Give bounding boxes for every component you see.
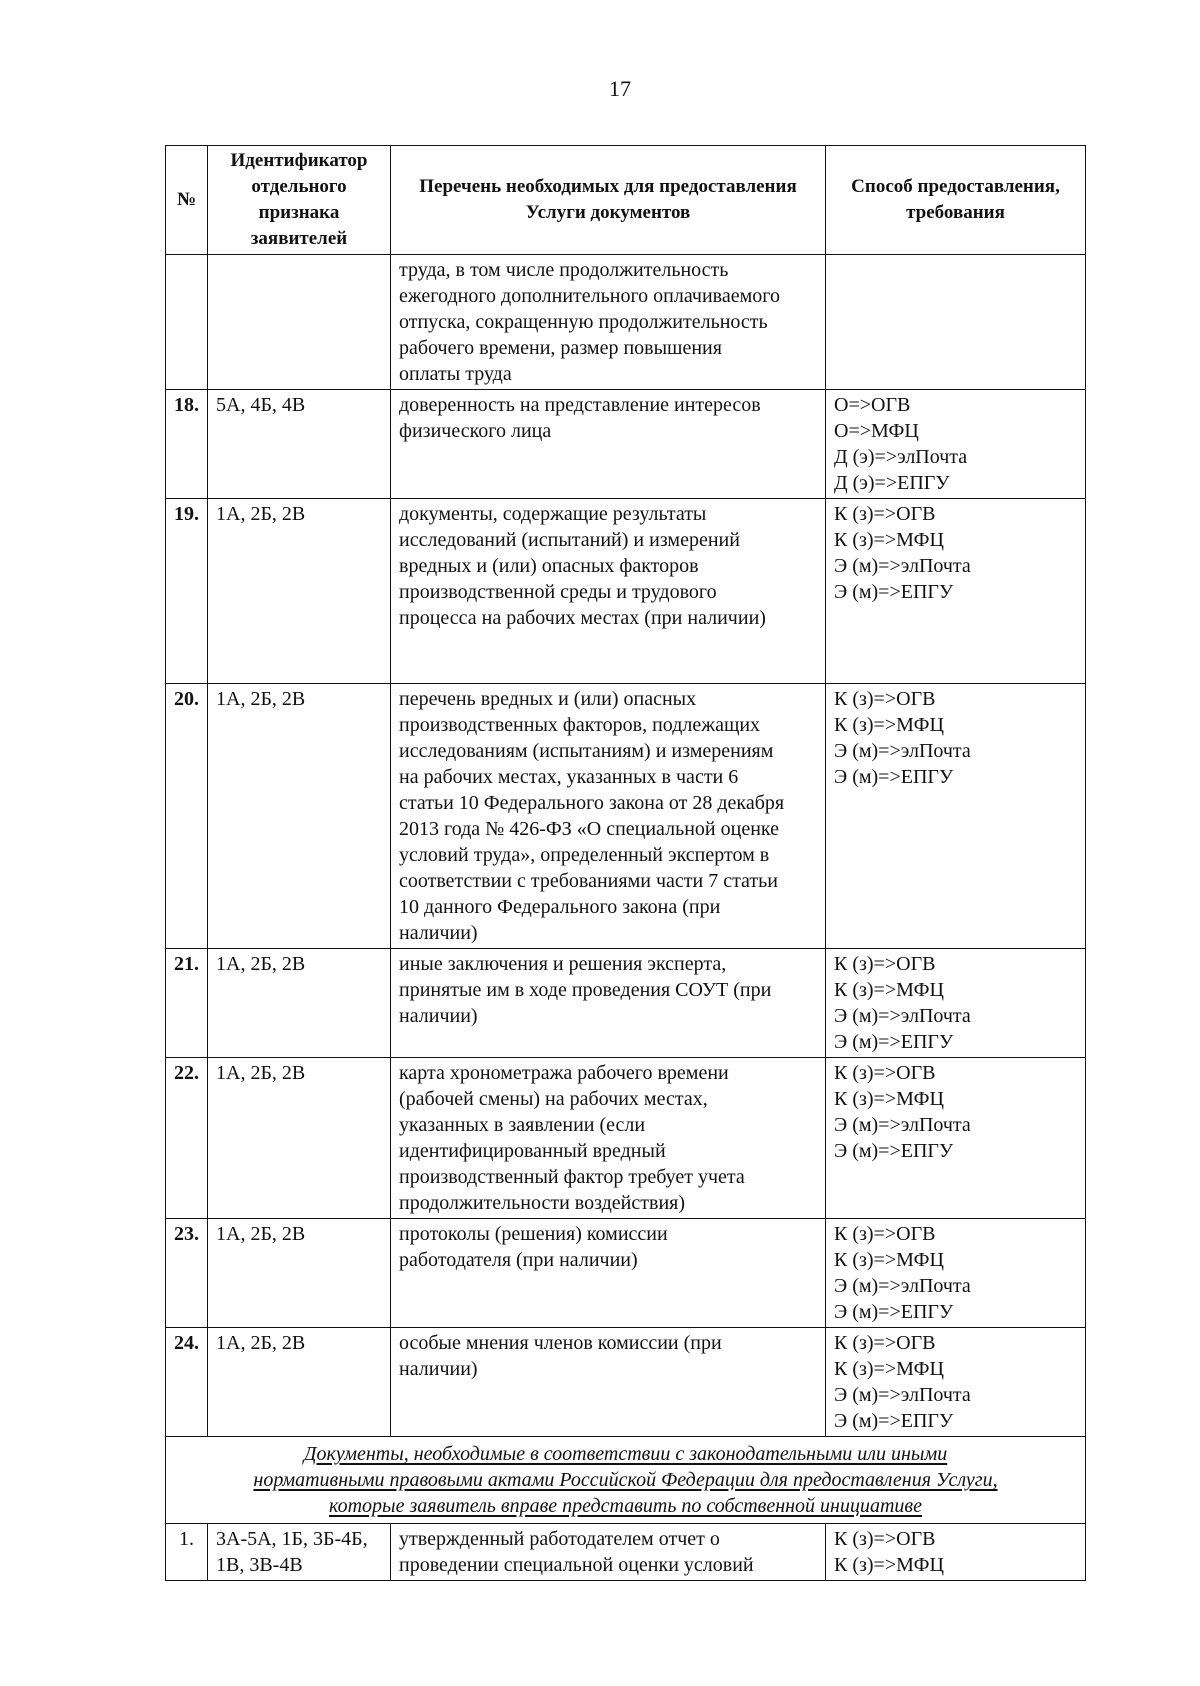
document-line: отпуска, сокращенную продолжительность	[399, 311, 768, 333]
document-description	[391, 1524, 826, 1581]
row-number: 20.	[166, 684, 208, 949]
document-line: наличии)	[399, 1005, 478, 1027]
submission-method	[826, 684, 1086, 949]
applicant-identifiers: 1А, 2Б, 2В	[208, 1328, 391, 1437]
document-line: перечень вредных и (или) опасных	[399, 688, 697, 710]
section-heading	[166, 1437, 1086, 1524]
method-line: Э (м)=>ЕПГУ	[834, 1031, 954, 1053]
method-line: Э (м)=>элПочта	[834, 740, 971, 762]
header-method: Способ предоставления, требования	[826, 146, 1086, 255]
section-heading-line: Документы, необходимые в соответствии с законодательными или иными	[303, 1443, 948, 1465]
document-line: протоколы (решения) комиссии	[399, 1223, 668, 1245]
method-line: Д (э)=>ЕПГУ	[834, 472, 950, 494]
document-line: соответствии с требованиями части 7 статьи	[399, 870, 778, 892]
submission-method	[826, 390, 1086, 499]
document-line: наличии)	[399, 922, 478, 944]
document-line: труда, в том числе продолжительность	[399, 259, 729, 281]
document-line: производственных факторов, подлежащих	[399, 714, 761, 736]
document-line: статьи 10 Федерального закона от 28 декабря	[399, 792, 785, 814]
table-row	[166, 499, 1086, 684]
table-row	[166, 1219, 1086, 1328]
document-line: физического лица	[399, 420, 552, 442]
submission-method	[826, 1328, 1086, 1437]
document-line: ежегодного дополнительного оплачиваемого	[399, 285, 780, 307]
method-line: Э (м)=>ЕПГУ	[834, 1140, 954, 1162]
applicant-identifiers: 1А, 2Б, 2В	[208, 1058, 391, 1219]
document-line: производственный фактор требует учета	[399, 1166, 745, 1188]
method-line: Э (м)=>ЕПГУ	[834, 581, 954, 603]
continuation-method	[826, 255, 1086, 390]
method-line: К (з)=>МФЦ	[834, 979, 944, 1001]
applicant-identifiers: 1А, 2Б, 2В	[208, 949, 391, 1058]
method-line: К (з)=>МФЦ	[834, 1554, 944, 1576]
document-line: условий труда», определенный экспертом в	[399, 844, 770, 866]
continuation-ids	[208, 255, 391, 390]
document-description	[391, 1328, 826, 1437]
document-line: наличии)	[399, 1358, 478, 1380]
method-line: К (з)=>ОГВ	[834, 1223, 936, 1245]
document-line: исследований (испытаний) и измерений	[399, 529, 740, 551]
document-description	[391, 390, 826, 499]
row-number: 24.	[166, 1328, 208, 1437]
applicant-identifiers: 1А, 2Б, 2В	[208, 1219, 391, 1328]
document-line: производственной среды и трудового	[399, 581, 717, 603]
document-line: на рабочих местах, указанных в части 6	[399, 766, 739, 788]
document-line: рабочего времени, размер повышения	[399, 337, 722, 359]
documents-table	[165, 145, 1086, 1581]
submission-method	[826, 1524, 1086, 1581]
method-line: К (з)=>МФЦ	[834, 529, 944, 551]
document-line: иные заключения и решения эксперта,	[399, 953, 727, 975]
header-number: №	[166, 146, 208, 255]
continuation-num	[166, 255, 208, 390]
method-line: К (з)=>МФЦ	[834, 1358, 944, 1380]
section-heading-line: нормативными правовыми актами Российской Федерации для предоставления Услуги,	[253, 1469, 998, 1491]
page-number: 17	[609, 76, 631, 101]
document-description	[391, 499, 826, 684]
document-description	[391, 949, 826, 1058]
method-line: Э (м)=>элПочта	[834, 555, 971, 577]
method-line: Э (м)=>ЕПГУ	[834, 1301, 954, 1323]
document-description	[391, 1219, 826, 1328]
document-line: проведении специальной оценки условий	[399, 1554, 754, 1576]
method-line: К (з)=>ОГВ	[834, 1528, 936, 1550]
document-line: указанных в заявлении (если	[399, 1114, 646, 1136]
table-row-final	[166, 1524, 1086, 1581]
document-description	[391, 1058, 826, 1219]
method-line: Э (м)=>элПочта	[834, 1275, 971, 1297]
document-line: принятые им в ходе проведения СОУТ (при	[399, 979, 772, 1001]
row-number: 22.	[166, 1058, 208, 1219]
method-line: К (з)=>МФЦ	[834, 1088, 944, 1110]
method-line: О=>ОГВ	[834, 394, 911, 416]
document-line: особые мнения членов комиссии (при	[399, 1332, 722, 1354]
method-line: О=>МФЦ	[834, 420, 919, 442]
row-number: 1.	[166, 1524, 208, 1581]
applicant-identifiers: 1А, 2Б, 2В	[208, 499, 391, 684]
document-line: утвержденный работодателем отчет о	[399, 1528, 720, 1550]
table-body	[166, 255, 1086, 1581]
section-heading-line: которые заявитель вправе представить по собственной инициативе	[329, 1495, 922, 1517]
header-row	[166, 146, 1086, 255]
method-line: Э (м)=>ЕПГУ	[834, 1410, 954, 1432]
section-heading-row	[166, 1437, 1086, 1524]
continuation-document	[391, 255, 826, 390]
document-line: идентифицированный вредный	[399, 1140, 666, 1162]
method-line: К (з)=>ОГВ	[834, 953, 936, 975]
method-line: Э (м)=>элПочта	[834, 1384, 971, 1406]
submission-method	[826, 1058, 1086, 1219]
applicant-identifiers: 5А, 4Б, 4В	[208, 390, 391, 499]
document-line: 2013 года № 426-ФЗ «О специальной оценке	[399, 818, 779, 840]
submission-method	[826, 499, 1086, 684]
document-line: доверенность на представление интересов	[399, 394, 761, 416]
table-row	[166, 949, 1086, 1058]
method-line: К (з)=>МФЦ	[834, 714, 944, 736]
document-line: карта хронометража рабочего времени	[399, 1062, 729, 1084]
submission-method	[826, 949, 1086, 1058]
document-line: оплаты труда	[399, 363, 512, 385]
table-row	[166, 684, 1086, 949]
document-line: вредных и (или) опасных факторов	[399, 555, 699, 577]
table-row	[166, 390, 1086, 499]
method-line: К (з)=>ОГВ	[834, 503, 936, 525]
header-identifier: Идентификатор отдельного признака заявителей	[208, 146, 391, 255]
document-line: документы, содержащие результаты	[399, 503, 707, 525]
method-line: К (з)=>ОГВ	[834, 1062, 936, 1084]
applicant-identifiers	[208, 1524, 391, 1581]
document-line: 10 данного Федерального закона (при	[399, 896, 721, 918]
applicant-identifiers: 1А, 2Б, 2В	[208, 684, 391, 949]
document-line: работодателя (при наличии)	[399, 1249, 638, 1271]
row-number: 19.	[166, 499, 208, 684]
method-line: Э (м)=>элПочта	[834, 1114, 971, 1136]
document-description	[391, 684, 826, 949]
row-number: 23.	[166, 1219, 208, 1328]
document-line: процесса на рабочих местах (при наличии)	[399, 607, 766, 629]
row-number: 18.	[166, 390, 208, 499]
method-line: Э (м)=>ЕПГУ	[834, 766, 954, 788]
continuation-row	[166, 255, 1086, 390]
method-line: К (з)=>МФЦ	[834, 1249, 944, 1271]
submission-method	[826, 1219, 1086, 1328]
method-line: К (з)=>ОГВ	[834, 1332, 936, 1354]
method-line: Э (м)=>элПочта	[834, 1005, 971, 1027]
method-line: К (з)=>ОГВ	[834, 688, 936, 710]
identifier-line: 3А-5А, 1Б, 3Б-4Б,	[216, 1528, 368, 1550]
document-line: продолжительности воздействия)	[399, 1192, 686, 1214]
method-line: Д (э)=>элПочта	[834, 446, 968, 468]
row-number: 21.	[166, 949, 208, 1058]
table-row	[166, 1328, 1086, 1437]
table-row	[166, 1058, 1086, 1219]
identifier-line: 1В, 3В-4В	[216, 1554, 303, 1576]
header-documents: Перечень необходимых для предоставления Услуги документов	[391, 146, 826, 255]
document-line: (рабочей смены) на рабочих местах,	[399, 1088, 708, 1110]
document-line: исследованиям (испытаниям) и измерениям	[399, 740, 774, 762]
